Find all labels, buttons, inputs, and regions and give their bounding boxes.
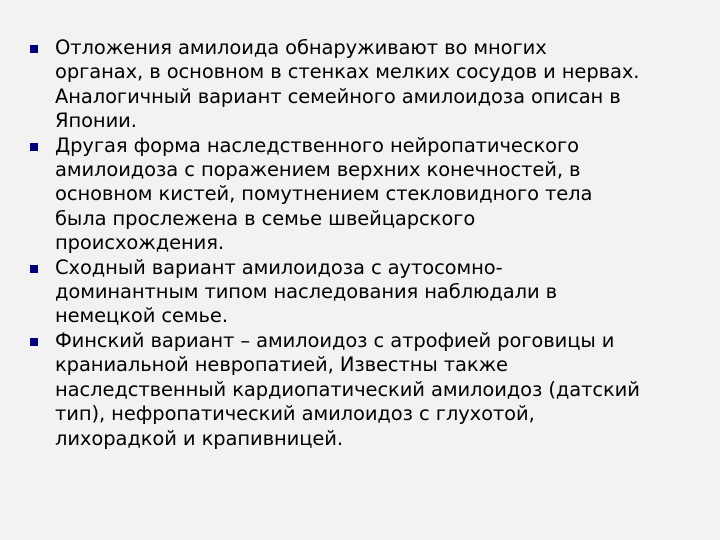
bullet-text-line: была прослежена в семье швейцарского: [55, 206, 476, 230]
bullet-text-line: Сходный вариант амилоидоза с аутосомно-: [55, 255, 503, 279]
square-bullet-icon: [30, 265, 38, 273]
bullet-text-line: Японии.: [55, 109, 137, 133]
bullet-text-line: доминантным типом наследования наблюдали в: [55, 280, 558, 304]
bullet-text-line: Отложения амилоида обнаруживают во многих: [55, 36, 547, 59]
bullet-item: [24, 329, 694, 451]
bullet-text-line: краниальной невропатией, Известны также: [55, 353, 508, 377]
bullet-text-line: основном кистей, помутнением стекловидного тела: [55, 182, 593, 206]
bullet-text-line: Другая форма наследственного нейропатического: [55, 133, 579, 157]
square-bullet-icon: [30, 143, 38, 151]
bullet-text-line: Аналогичный вариант семейного амилоидоза описан в: [55, 84, 621, 108]
bullet-item: [24, 134, 694, 256]
bullet-text-line: тип), нефропатический амилоидоз с глухотой,: [55, 402, 535, 426]
bullet-item: [24, 256, 694, 329]
bullet-text-line: органах, в основном в стенках мелких сосудов и нервах.: [55, 60, 640, 84]
bullet-text-line: лихорадкой и крапивницей.: [55, 426, 343, 450]
bullet-text-line: происхождения.: [55, 231, 224, 255]
bullet-text-line: наследственный кардиопатический амилоидоз (датский: [55, 377, 640, 401]
bullet-text-line: Финский вариант – амилоидоз с атрофией роговицы и: [55, 328, 615, 352]
bullet-item: [24, 36, 694, 134]
square-bullet-icon: [30, 45, 38, 53]
square-bullet-icon: [30, 338, 38, 346]
bullet-text-line: амилоидоза с поражением верхних конечностей, в: [55, 158, 581, 182]
bullet-text-line: немецкой семье.: [55, 304, 228, 328]
bullet-list: [24, 36, 694, 451]
